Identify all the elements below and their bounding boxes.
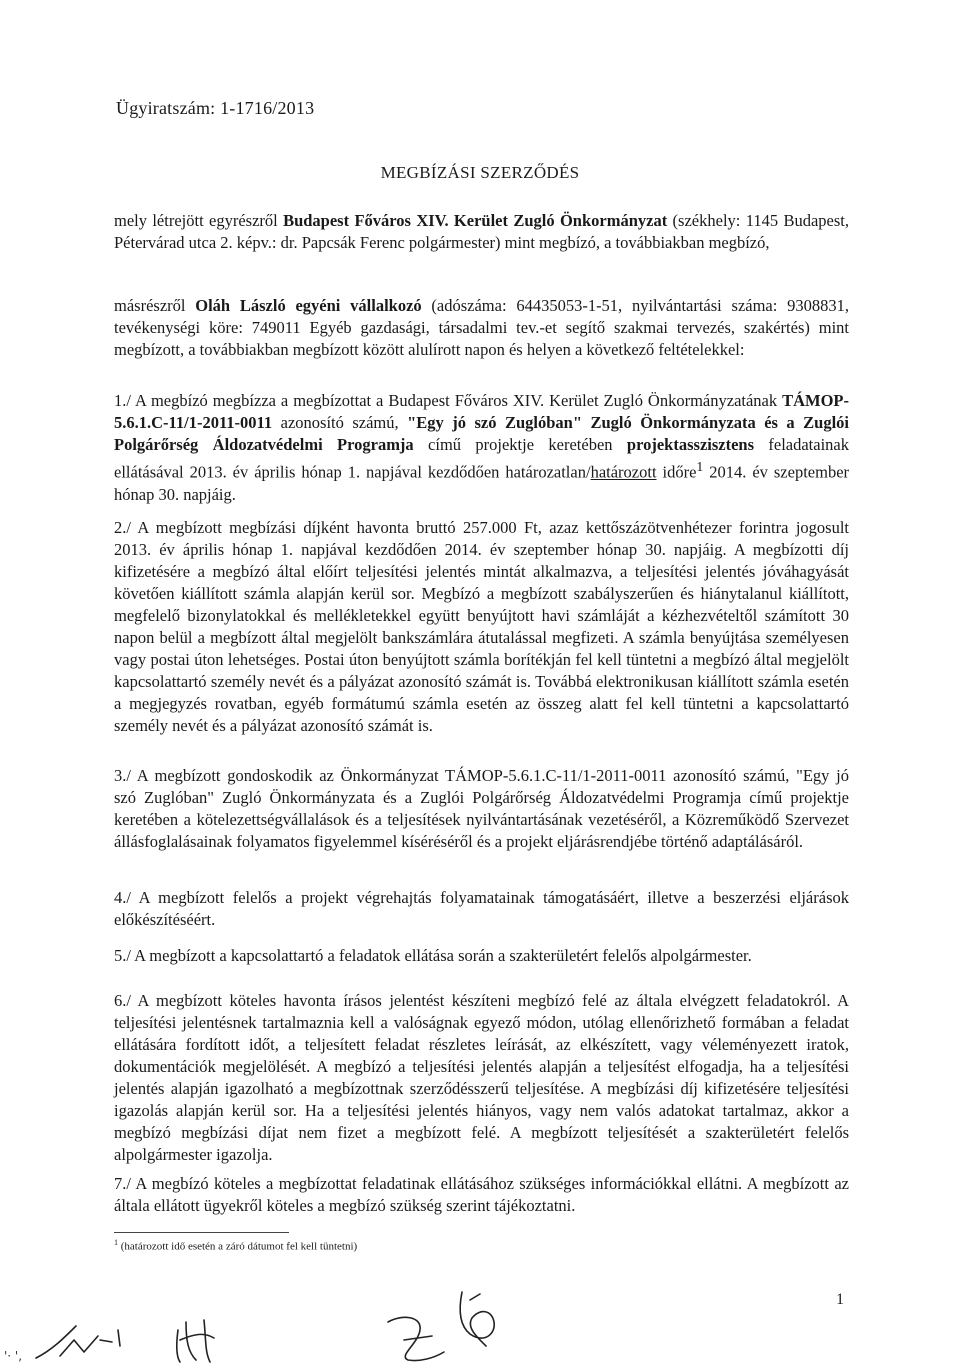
- clause-6: 6./ A megbízott köteles havonta írásos jelentést készíteni megbízó felé az általa elvégzett feladatokról. A teljesítési jelentésnek tartalmaznia kell a valóságnak egyező módon, utólag ellenőrizhető formában a feladat ellátására fordított időt, a teljesített feladat részletes leírását, az elkészített, vagy véleményezett iratok, dokumentációk megjelölését. A megbízó a teljesítési jelentés alapján a teljesítést elfogadja, ha a teljesítési jelentés alapján igazolható a megbízottnak szerződésszerű teljesítése. A megbízási díj kifizetésére teljesítési igazolás alapján kerül sor. Ha a teljesítési jelentés hiányos, vagy nem valós adatokat tartalmaz, akkor a megbízó megbízási díjat nem fizet a megbízott felé. A megbízott teljesítését a szakterületért felelős alpolgármester igazolja.: [114, 991, 849, 1164]
- intro-paragraph-2: másrészről Oláh László egyéni vállalkozó (adószáma: 64435053-1-51, nyilvántartási száma: 9308831, tevékenységi köre: 749011 Egyéb gazdasági, társadalmi tev.-et segítő szakmai tervezés, szakértés) mint megbízott, a továbbiakban megbízott között alulírott napon és helyen a következő feltételekkel:: [114, 296, 849, 359]
- role-name: projektasszisztens: [626, 435, 755, 454]
- clause-7: 7./ A megbízó köteles a megbízottat feladatinak ellátásához szükséges információkkal ellátni. A megbízott az általa ellátott ügyekről köteles a megbízó szükség szerint tájékoztatni.: [114, 1174, 849, 1215]
- scan-corner-mark: '· ',: [4, 1349, 23, 1363]
- agent-name: Oláh László egyéni vállalkozó: [195, 296, 422, 315]
- initials-mark-2: [177, 1320, 214, 1362]
- footnote-ref: 1: [696, 459, 704, 474]
- initials-mark-4: [460, 1292, 494, 1346]
- clause-1: 1./ A megbízó megbízza a megbízottat a Budapest Főváros XIV. Kerület Zugló Önkormányzatának TÁMOP-5.6.1.C-11/1-2011-0011 azonosító számú, "Egy jó szó Zuglóban" Zugló Önkormányzata és a Zuglói Polgárőrség Áldozatvédelmi Programja című projektje keretében projektasszisztens feladatainak ellátásával 2013. év április hónap 1. napjával kezdődően határozatlan/határozott időre$^1$ 2014. év szeptember hónap 30. napjáig.: [114, 391, 850, 504]
- page-number: 1: [836, 1291, 844, 1308]
- initials-mark-3: [388, 1317, 444, 1360]
- intro-paragraph-1: mely létrejött egyrészről Budapest Főváros XIV. Kerület Zugló Önkormányzat (székhely: 1145 Budapest, Pétervárad utca 2. képv.: dr. Papcsák Ferenc polgármester) mint megbízó, a továbbiakban megbízó,: [114, 211, 849, 252]
- case-number: Ügyiratszám: 1-1716/2013: [116, 98, 315, 118]
- fixed-term-underlined: határozott: [590, 462, 657, 482]
- clause-2: 2./ A megbízott megbízási díjként havonta bruttó 257.000 Ft, azaz kettőszázötvenhétezer forintra jogosult 2013. év április hónap 1. napjával kezdődően 2014. év szeptember hónap 30. napjáig. A megbízotti díj kifizetésére a megbízó által előírt teljesítési jelentés mintát alkalmazva, a teljesítési jelentés jóváhagyását követően kiállított számla alapján kerül sor. Megbízó a megbízott szabályszerűen és hiánytalanul kiállított, megfelelő bizonylatokkal és mellékletekkel együtt benyújtott havi számláját a kézhezvételtől számított 30 napon belül a megbízott által megjelölt bankszámlára átutalással megfizeti. A számla benyújtása személyesen vagy postai úton lehetséges. Postai úton benyújtott számla borítékján fel kell tüntetni a megbízó által megjelölt kapcsolattartó személy nevét és a pályázat azonosító számát is. Továbbá elektronikusan kiállított számla esetén a megjegyzés rovatban, egyéb formátumú számla esetén az összeg alatt fel kell tüntetni a kapcsolattartó személy nevét és a pályázat azonosító számát is.: [114, 518, 849, 735]
- principal-name: Budapest Főváros XIV. Kerület Zugló Önkormányzat: [283, 211, 668, 230]
- initials-mark-1: [36, 1326, 120, 1358]
- clause-3: 3./ A megbízott gondoskodik az Önkormányzat TÁMOP-5.6.1.C-11/1-2011-0011 azonosító számú, "Egy jó szó Zuglóban" Zugló Önkormányzata és a Zuglói Polgárőrség Áldozatvédelmi Programja című projektje keretében a kötelezettségvállalások és a teljesítések nyilvántartásának vezetéséről, a Közreműködő Szervezet állásfoglalásainak folyamatos figyelemmel kíséréséről és a projekt eljárásrendjébe történő adaptálásáról.: [114, 766, 849, 851]
- footnote-marker: 1: [114, 1238, 118, 1247]
- clause-4: 4./ A megbízott felelős a projekt végrehajtás folyamatainak támogatásáért, illetve a beszerzési eljárások előkészítéséért.: [114, 888, 849, 929]
- project-name: "Egy jó szó Zuglóban" Zugló Önkormányzata és a Zuglói Polgárőrség Áldozatvédelmi Programja: [114, 413, 850, 454]
- clause-5: 5./ A megbízott a kapcsolattartó a feladatok ellátása során a szakterületért felelős alpolgármester.: [114, 946, 752, 965]
- document-title: MEGBÍZÁSI SZERZŐDÉS: [380, 163, 580, 182]
- footnote-text: (határozott idő esetén a záró dátumot fel kell tüntetni): [120, 1240, 358, 1253]
- project-code: TÁMOP-5.6.1.C-11/1-2011-0011: [114, 391, 849, 432]
